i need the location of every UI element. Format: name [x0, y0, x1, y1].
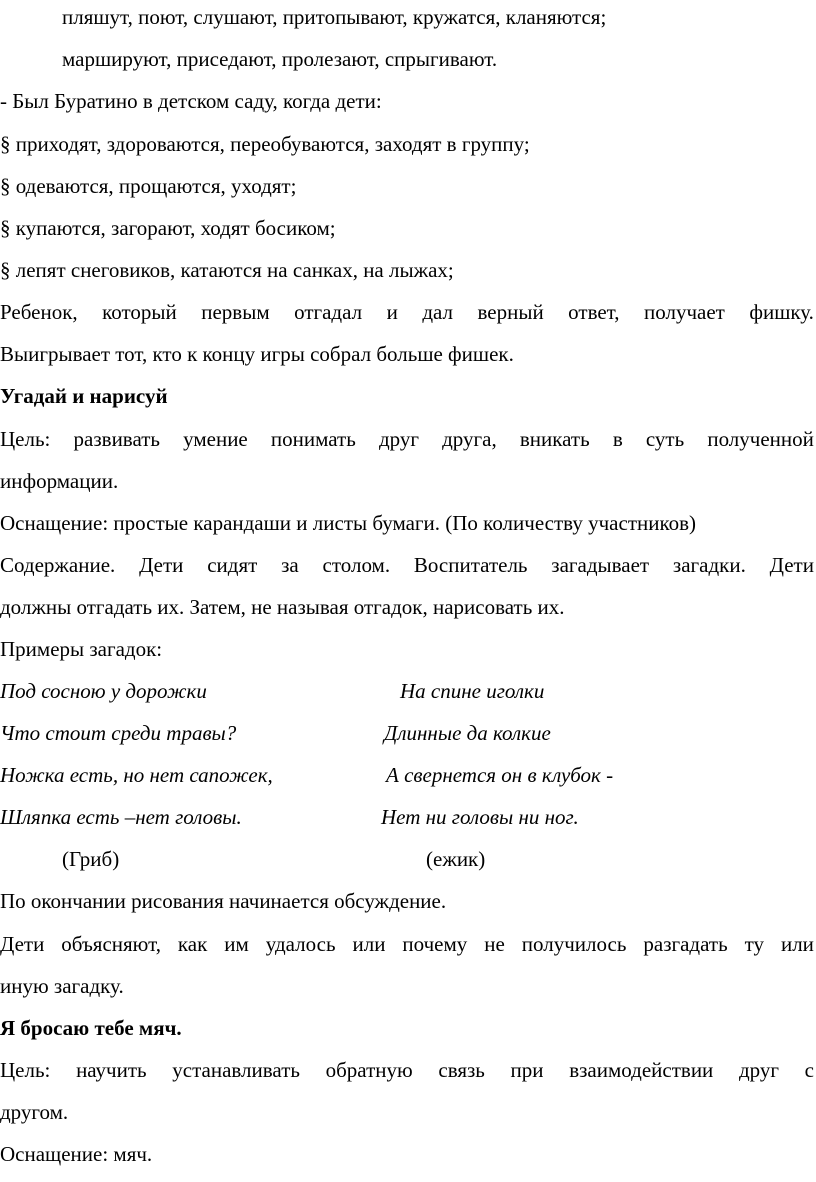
riddle-left: Что стоит среди травы? — [0, 721, 237, 745]
word: Цель: — [0, 1058, 51, 1082]
text-line: Оснащение: простые карандаши и листы бумаги. (По количеству участников) — [0, 511, 697, 535]
section-heading: Угадай и нарисуй — [0, 384, 168, 408]
word: Дети — [0, 932, 45, 956]
word: не — [484, 932, 505, 956]
word: верный — [477, 300, 544, 324]
riddle-line — [0, 720, 814, 746]
text-line: Оснащение: мяч. — [0, 1142, 153, 1166]
word: обратную — [325, 1058, 413, 1082]
text-line: Выигрывает тот, кто к концу игры собрал больше фишек. — [0, 342, 514, 366]
word: им — [224, 932, 249, 956]
bullet-item: § купаются, загорают, ходят босиком; — [0, 216, 336, 240]
riddle-left: Ножка есть, но нет сапожек, — [0, 763, 273, 787]
word: загадывает — [551, 553, 650, 577]
word: Воспитатель — [413, 553, 528, 577]
text-line: должны отгадать их. Затем, не называя отгадок, нарисовать их. — [0, 595, 565, 619]
riddle-left: Шляпка есть –нет головы. — [0, 805, 242, 829]
word: получает — [644, 300, 725, 324]
text-line: - Был Буратино в детском саду, когда дети: — [0, 89, 382, 113]
riddle-answer-left: (Гриб) — [62, 847, 120, 871]
word: и — [386, 300, 398, 324]
word: Ребенок, — [0, 300, 78, 324]
bullet-item: § лепят снеговиков, катаются на санках, на лыжах; — [0, 258, 454, 282]
word: фишку. — [749, 300, 814, 324]
justified-line — [0, 426, 814, 452]
word: ту — [744, 932, 765, 956]
riddle-right: А свернется он в клубок - — [386, 763, 614, 787]
text-line: По окончании рисования начинается обсуждение. — [0, 889, 447, 913]
text-line: пляшут, поют, слушают, притопывают, кружатся, кланяются; — [62, 5, 607, 29]
word: взаимодействии — [569, 1058, 714, 1082]
word: столом. — [322, 553, 391, 577]
word: Содержание. — [0, 553, 116, 577]
word: Дети — [139, 553, 184, 577]
word: друга, — [442, 427, 497, 451]
word: связь — [438, 1058, 485, 1082]
bullet-item: § одеваются, прощаются, уходят; — [0, 174, 297, 198]
word: разгадать — [643, 932, 728, 956]
riddle-line — [0, 762, 814, 788]
word: друг — [378, 427, 419, 451]
riddle-right: Нет ни головы ни ног. — [381, 805, 579, 829]
word: развивать — [73, 427, 160, 451]
word: Цель: — [0, 427, 51, 451]
justified-line — [0, 299, 814, 325]
word: научить — [76, 1058, 147, 1082]
riddle-answer-right: (ежик) — [426, 847, 486, 871]
word: за — [281, 553, 299, 577]
word: загадки. — [672, 553, 746, 577]
word: который — [102, 300, 177, 324]
text-line: маршируют, приседают, пролезают, спрыгивают. — [62, 47, 498, 71]
word: первым — [201, 300, 270, 324]
justified-line — [0, 552, 814, 578]
word: отгадал — [294, 300, 363, 324]
justified-line — [0, 1057, 814, 1083]
word: сидят — [207, 553, 258, 577]
section-heading: Я бросаю тебе мяч. — [0, 1016, 182, 1040]
riddle-line — [0, 804, 814, 830]
word: суть — [645, 427, 685, 451]
word: друг — [738, 1058, 779, 1082]
word: с — [804, 1058, 814, 1082]
justified-line — [0, 931, 814, 957]
word: объясняют, — [61, 932, 161, 956]
text-line: другом. — [0, 1100, 69, 1124]
word: в — [612, 427, 623, 451]
bullet-item: § приходят, здороваются, переобуваются, заходят в группу; — [0, 132, 530, 156]
riddle-right: Длинные да колкие — [384, 721, 551, 745]
word: получилось — [521, 932, 627, 956]
word: при — [510, 1058, 544, 1082]
text-line: иную загадку. — [0, 974, 124, 998]
word: почему — [402, 932, 468, 956]
word: устанавливать — [172, 1058, 300, 1082]
word: понимать — [270, 427, 356, 451]
text-line: Примеры загадок: — [0, 637, 163, 661]
word: дал — [422, 300, 453, 324]
text-line: информации. — [0, 469, 119, 493]
word: удалось — [265, 932, 336, 956]
word: вникать — [519, 427, 590, 451]
riddle-left: Под сосною у дорожки — [0, 679, 207, 703]
word: или — [780, 932, 814, 956]
word: как — [177, 932, 208, 956]
word: ответ, — [568, 300, 620, 324]
word: Дети — [769, 553, 814, 577]
word: умение — [183, 427, 248, 451]
word: полученной — [707, 427, 814, 451]
riddle-line — [0, 678, 814, 704]
riddle-right: На спине иголки — [400, 679, 545, 703]
word: или — [352, 932, 386, 956]
